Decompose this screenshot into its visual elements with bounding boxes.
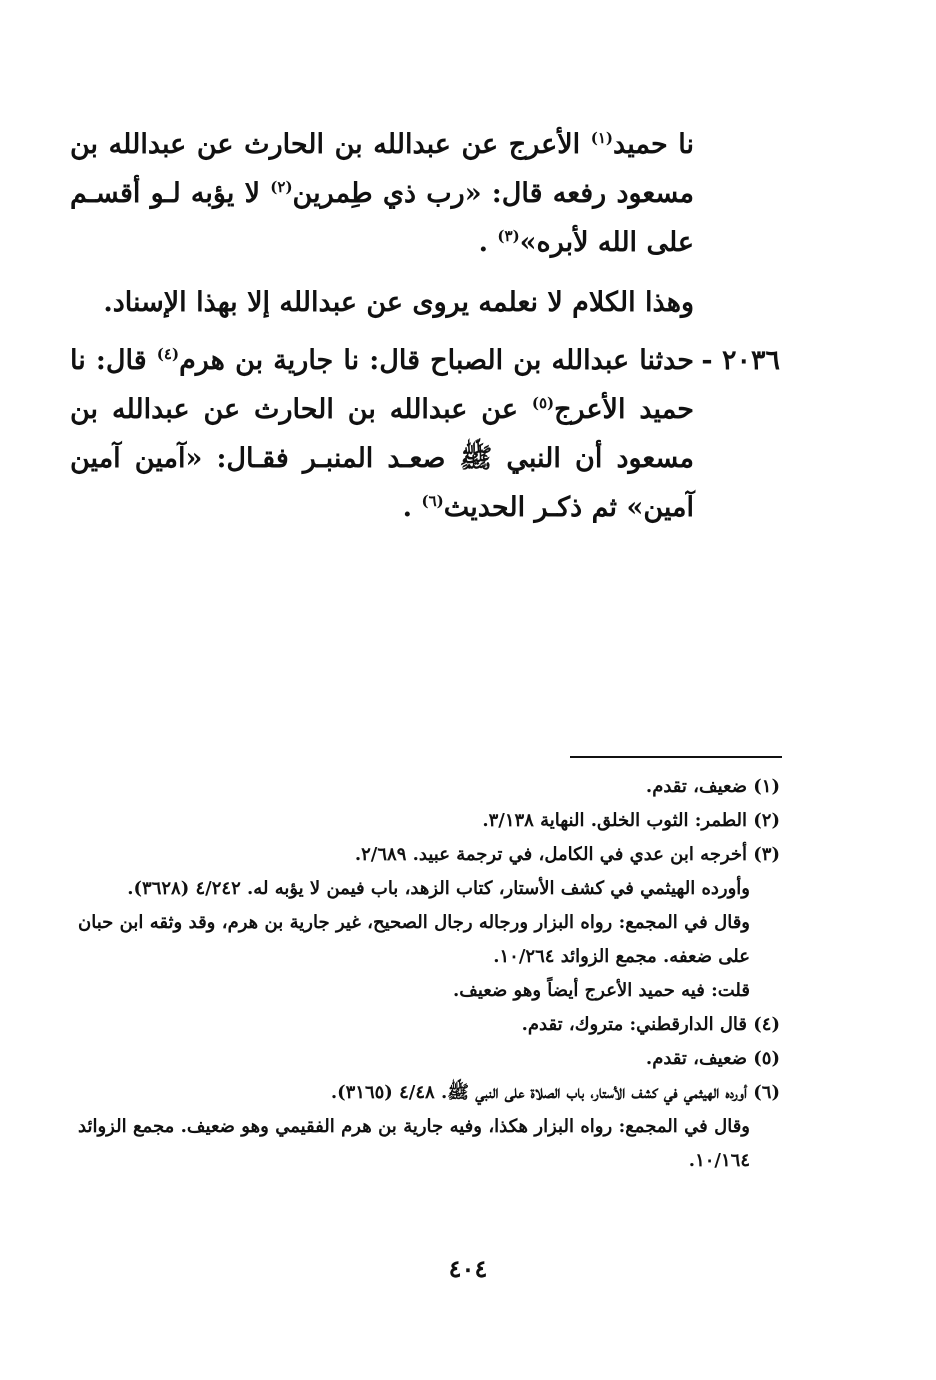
footnote-3-continuation-c: قلت: فيه حميد الأعرج أيضاً وهو ضعيف. — [452, 980, 750, 1001]
footnote-1: (١) ضعيف، تقدم. — [645, 776, 780, 797]
footnote-divider — [570, 756, 782, 758]
footnote-3: (٣) أخرجه ابن عدي في الكامل، في ترجمة عبيد. ٢/٦٨٩. — [354, 844, 780, 865]
footnote-ref-4[interactable]: (٤) — [156, 345, 180, 363]
para3-text-before: حدثنا عبدالله بن الصباح قال: نا جارية بن هرم — [179, 345, 694, 376]
footnote-ref-5[interactable]: (٥) — [531, 394, 555, 412]
hadith-paragraph-1 — [70, 120, 694, 267]
footnote-6-continuation: وقال في المجمع: رواه البزار هكذا، وفيه جارية بن هرم الفقيمي وهو ضعيف. مجمع الزوائد ١٠/١٦٤. — [78, 1116, 750, 1171]
para3-text-end: . — [402, 492, 422, 523]
footnote-ref-1[interactable]: (١) — [590, 129, 614, 147]
para1-text-end: . — [478, 227, 498, 258]
page-number: ٤٠٤ — [448, 1254, 488, 1283]
hadith-body — [70, 336, 694, 532]
para1-text-mid1: الأعرج عن عبدالله بن الحارث عن عبدالله بن مسعود رفعه قال: «رب ذي طِمرين — [70, 129, 694, 209]
commentary-paragraph: وهذا الكلام لا نعلمه يروى عن عبدالله إلا بهذا الإسناد. — [103, 287, 694, 318]
footnote-ref-6[interactable]: (٦) — [421, 492, 444, 510]
para1-text-before: نا حميد — [613, 129, 694, 160]
para3-text-mid2: عن عبدالله بن الحارث عن عبدالله بن مسعود أن النبي ﷺ صعـد المنبـر فقـال: «آمين آمين آمين» ثم ذكـر الحديث — [70, 394, 694, 523]
hadith-paragraph-2036 — [70, 336, 780, 532]
para1-text-mid2: لا يؤبه لـو أقسـم على الله لأبره» — [70, 178, 694, 258]
hadith-number: ٢٠٣٦ - — [701, 345, 780, 376]
footnote-2: (٢) الطمر: الثوب الخلق. النهاية ٣/١٣٨. — [482, 810, 780, 831]
footnote-3-continuation-a: وأورده الهيثمي في كشف الأستار، كتاب الزهد، باب فيمن لا يؤبه له. ٤/٢٤٢ (٣٦٢٨). — [127, 878, 750, 899]
footnote-6: (٦) أورده الهيثمي في كشف الأستار، باب الصلاة على النبي ﷺ. ٤/٤٨ (٣١٦٥). — [330, 1082, 780, 1103]
footnote-5: (٥) ضعيف، تقدم. — [645, 1048, 780, 1069]
footnote-ref-3[interactable]: (٣) — [497, 227, 520, 245]
footnote-4: (٤) قال الدارقطني: متروك، تقدم. — [521, 1014, 780, 1035]
footnote-ref-2[interactable]: (٢) — [270, 178, 293, 196]
footnote-3-continuation-b: وقال في المجمع: رواه البزار ورجاله رجال الصحيح، غير جارية بن هرم، وقد وثقه ابن حبان على ضعفه. مجمع الزوائد ١٠/٢٦٤. — [78, 912, 750, 967]
para3-text-mid1: قال: نا حميد الأعرج — [70, 345, 694, 425]
footnotes-section — [78, 770, 780, 1178]
